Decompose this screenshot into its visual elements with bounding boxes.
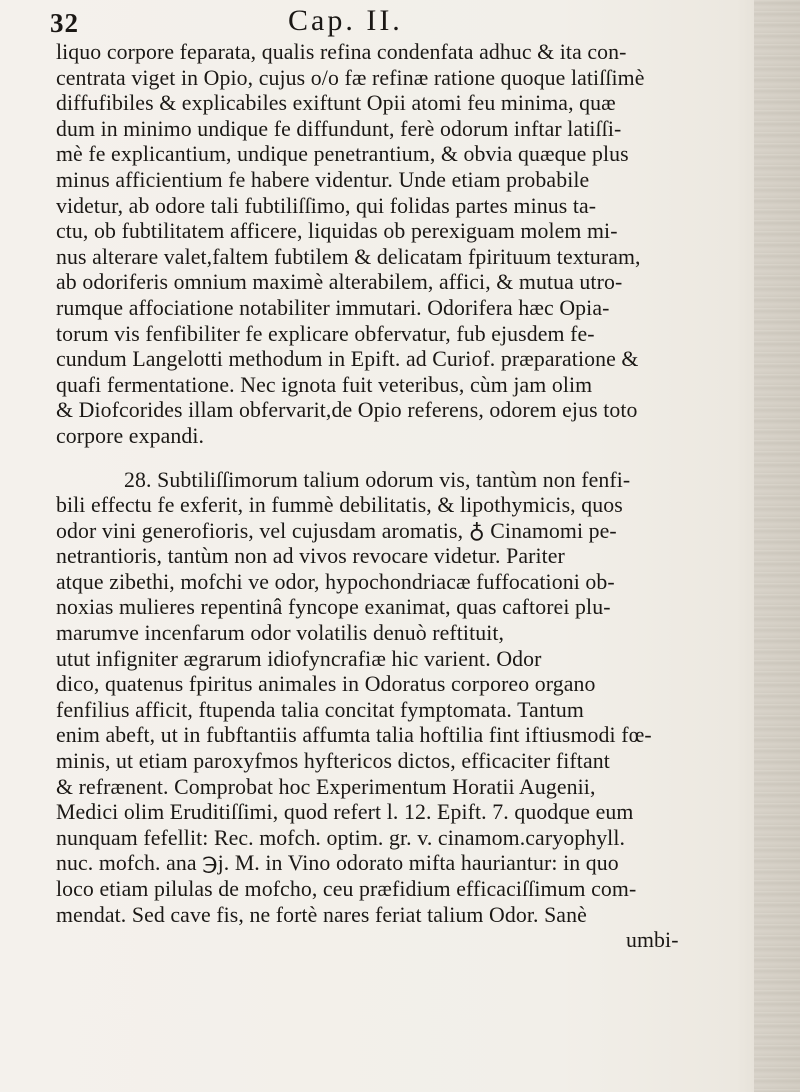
text-line: centrata viget in Opio, cujus o/o fæ refinæ ratione quoque latiſſimè xyxy=(56,65,645,90)
text-line: noxias mulieres repentinâ fyncope exanimat, quas caftorei plu- xyxy=(56,595,611,620)
text-line: 28. Subtiliſſimorum talium odorum vis, tantùm non fenfi- xyxy=(124,467,631,492)
text-line: torum vis fenfibiliter fe explicare obfervatur, fub ejusdem fe- xyxy=(56,321,595,346)
text-line: quafi fermentatione. Nec ignota fuit veteribus, cùm jam olim xyxy=(56,372,593,397)
text-line: mè fe explicantium, undique penetrantium, & obvia quæque plus xyxy=(56,142,629,167)
text-line: dico, quatenus fpiritus animales in Odoratus corporeo organo xyxy=(56,672,596,697)
text-line: odor vini generofioris, vel cujusdam aromatis, ♁ Cinamomi pe- xyxy=(56,518,617,543)
text-line: ctu, ob fubtilitatem afficere, liquidas ob perexiguam molem mi- xyxy=(56,219,618,244)
text-line: diffufibiles & explicabiles exiftunt Opii atomi feu minima, quæ xyxy=(56,91,616,116)
text-line: bili effectu fe exferit, in fummè debilitatis, & lipothymicis, quos xyxy=(56,493,623,518)
text-line: minus afficientium fe habere videntur. Unde etiam probabile xyxy=(56,167,590,192)
text-line: cundum Langelotti methodum in Epift. ad Curiof. præparatione & xyxy=(56,347,639,372)
text-line: mendat. Sed cave fis, ne fortè nares feriat talium Odor. Sanè xyxy=(56,902,587,927)
text-line: fenfilius afficit, ftupenda talia concitat fymptomata. Tantum xyxy=(56,697,584,722)
text-line: netrantioris, tantùm non ad vivos revocare videtur. Pariter xyxy=(56,544,565,569)
page-number: 32 xyxy=(50,8,79,38)
paragraph-1 xyxy=(56,40,762,450)
text-line: rumque affociatione notabiliter immutari. Odorifera hæc Opia- xyxy=(56,295,610,320)
text-line: nunquam fefellit: Rec. mofch. optim. gr. v. cinamom.caryophyll. xyxy=(56,825,626,850)
text-line: & refrænent. Comprobat hoc Experimentum Horatii Augenii, xyxy=(56,774,596,799)
text-line: minis, ut etiam paroxyfmos hyftericos dictos, efficaciter fiftant xyxy=(56,749,610,774)
page-header xyxy=(30,2,750,42)
text-line: dum in minimo undique fe diffundunt, ferè odorum inftar latiſſi- xyxy=(56,116,622,141)
text-line: & Diofcorides illam obfervarit,de Opio referens, odorem ejus toto xyxy=(56,398,638,423)
text-line: corpore expandi. xyxy=(56,423,205,448)
text-line: Medici olim Eruditiſſimi, quod refert l. 12. Epift. 7. quodque eum xyxy=(56,800,634,825)
text-line: utut infigniter ægrarum idiofyncrafiæ hic varient. Odor xyxy=(56,646,542,671)
running-head: Cap. II. xyxy=(288,4,403,37)
catchword: umbi- xyxy=(626,928,679,953)
paragraph-gap xyxy=(56,450,762,468)
text-line: ab odoriferis omnium maximè alterabilem, affici, & mutua utro- xyxy=(56,270,623,295)
paragraph-2 xyxy=(56,468,762,929)
text-line: liquo corpore feparata, qualis refina condenfata adhuc & ita con- xyxy=(56,40,627,64)
text-line: nus alterare valet,faltem fubtilem & delicatam fpirituum texturam, xyxy=(56,244,641,269)
text-line: enim abeft, ut in fubftantiis affumta talia hoftilia fint iftiusmodi fœ- xyxy=(56,723,652,748)
text-line: nuc. mofch. ana ℈j. M. in Vino odorato mifta hauriantur: in quo xyxy=(56,851,619,876)
text-line: marumve incenfarum odor volatilis denuò reftituit, xyxy=(56,621,505,646)
body-text xyxy=(56,40,762,954)
text-line: loco etiam pilulas de mofcho, ceu præfidium efficaciſſimum com- xyxy=(56,877,637,901)
text-line: videtur, ab odore tali fubtiliſſimo, qui folidas partes minus ta- xyxy=(56,193,597,218)
text-line: atque zibethi, mofchi ve odor, hypochondriacæ fuffocationi ob- xyxy=(56,569,615,594)
